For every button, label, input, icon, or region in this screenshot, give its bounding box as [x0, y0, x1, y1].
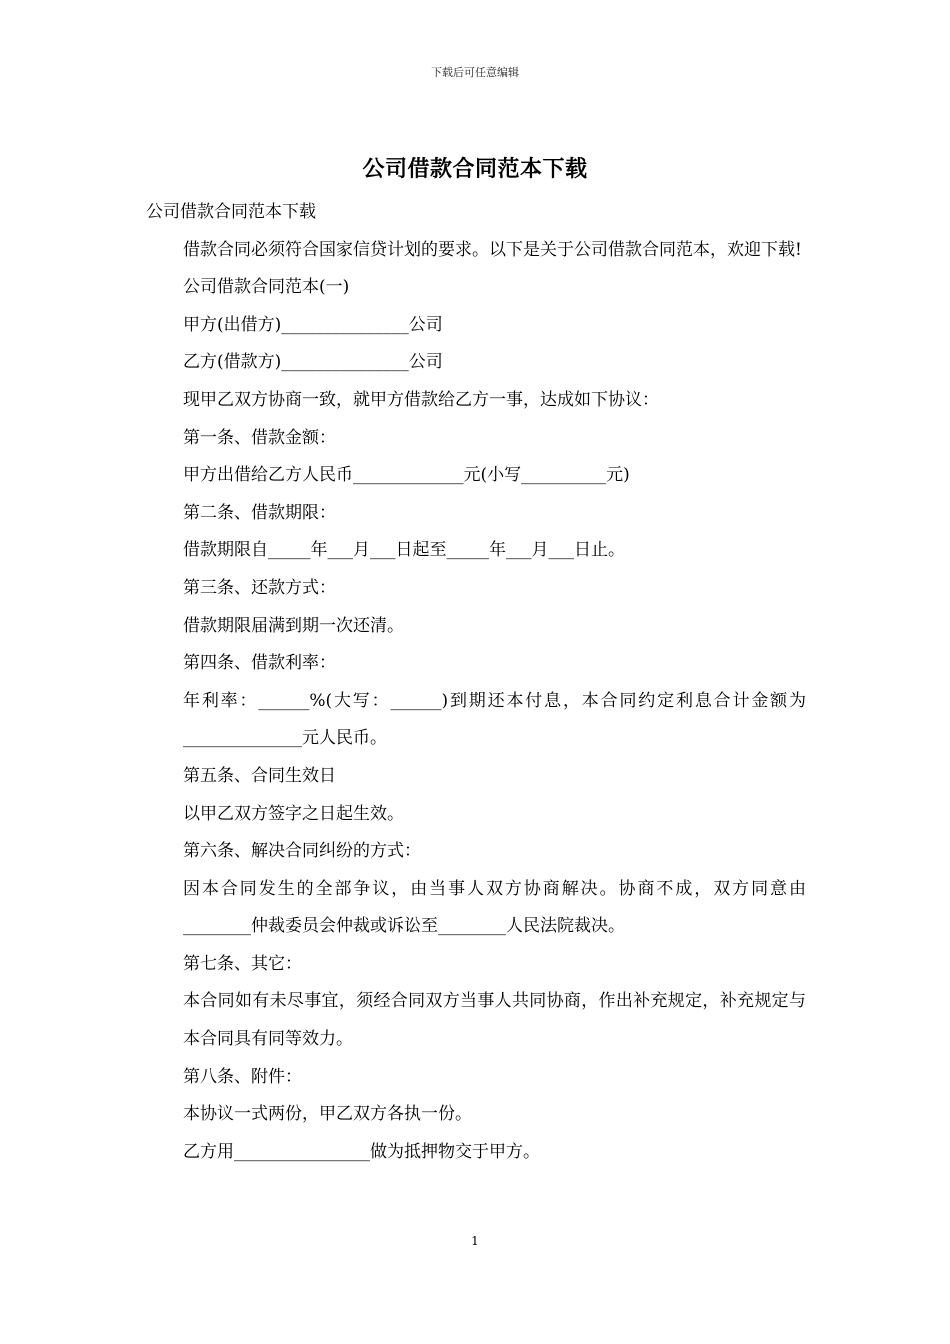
page-number: 1	[471, 1234, 479, 1248]
article-3-text: 借款期限届满到期一次还清。	[183, 615, 404, 636]
article-3-heading: 第三条、还款方式：	[183, 577, 336, 598]
party-a-line: 甲方(出借方)_______________公司	[183, 314, 443, 335]
contract-sample-heading: 公司借款合同范本(一)	[183, 277, 350, 298]
article-8-heading: 第八条、附件：	[183, 1066, 302, 1087]
subtitle-paragraph: 公司借款合同范本下载	[146, 202, 316, 222]
document-body	[146, 194, 806, 1171]
article-5-heading: 第五条、合同生效日	[183, 765, 336, 786]
agreement-preamble: 现甲乙双方协商一致，就甲方借款给乙方一事，达成如下协议：	[183, 389, 659, 410]
article-4-text: 年利率：______%(大写：______)到期还本付息，本合同约定利息合计金额为______________元人民币。	[183, 690, 806, 749]
article-1-heading: 第一条、借款金额：	[183, 427, 336, 448]
collateral-line: 乙方用________________做为抵押物交于甲方。	[183, 1141, 540, 1162]
article-7-text: 本合同如有未尽事宜，须经合同双方当事人共同协商，作出补充规定，补充规定与本合同具有同等效力。	[183, 991, 806, 1050]
article-5-text: 以甲乙双方签字之日起生效。	[183, 803, 404, 824]
article-8-text: 本协议一式两份，甲乙双方各执一份。	[183, 1104, 472, 1125]
article-4-heading: 第四条、借款利率：	[183, 653, 336, 674]
party-b-line: 乙方(借款方)_______________公司	[183, 352, 443, 373]
article-6-heading: 第六条、解决合同纠纷的方式：	[183, 841, 421, 862]
intro-paragraph: 借款合同必须符合国家信贷计划的要求。以下是关于公司借款合同范本，欢迎下载!	[183, 239, 802, 260]
article-2-text: 借款期限自_____年___月___日起至_____年___月___日止。	[183, 540, 625, 561]
page-header-note: 下载后可任意编辑	[431, 66, 519, 79]
article-2-heading: 第二条、借款期限：	[183, 502, 336, 523]
article-7-heading: 第七条、其它：	[183, 953, 302, 974]
document-title: 公司借款合同范本下载	[362, 156, 588, 182]
article-6-text: 因本合同发生的全部争议，由当事人双方协商解决。协商不成，双方同意由________仲裁委员会仲裁或诉讼至________人民法院裁决。	[183, 878, 806, 937]
article-1-text: 甲方出借给乙方人民币_____________元(小写__________元)	[183, 465, 630, 486]
